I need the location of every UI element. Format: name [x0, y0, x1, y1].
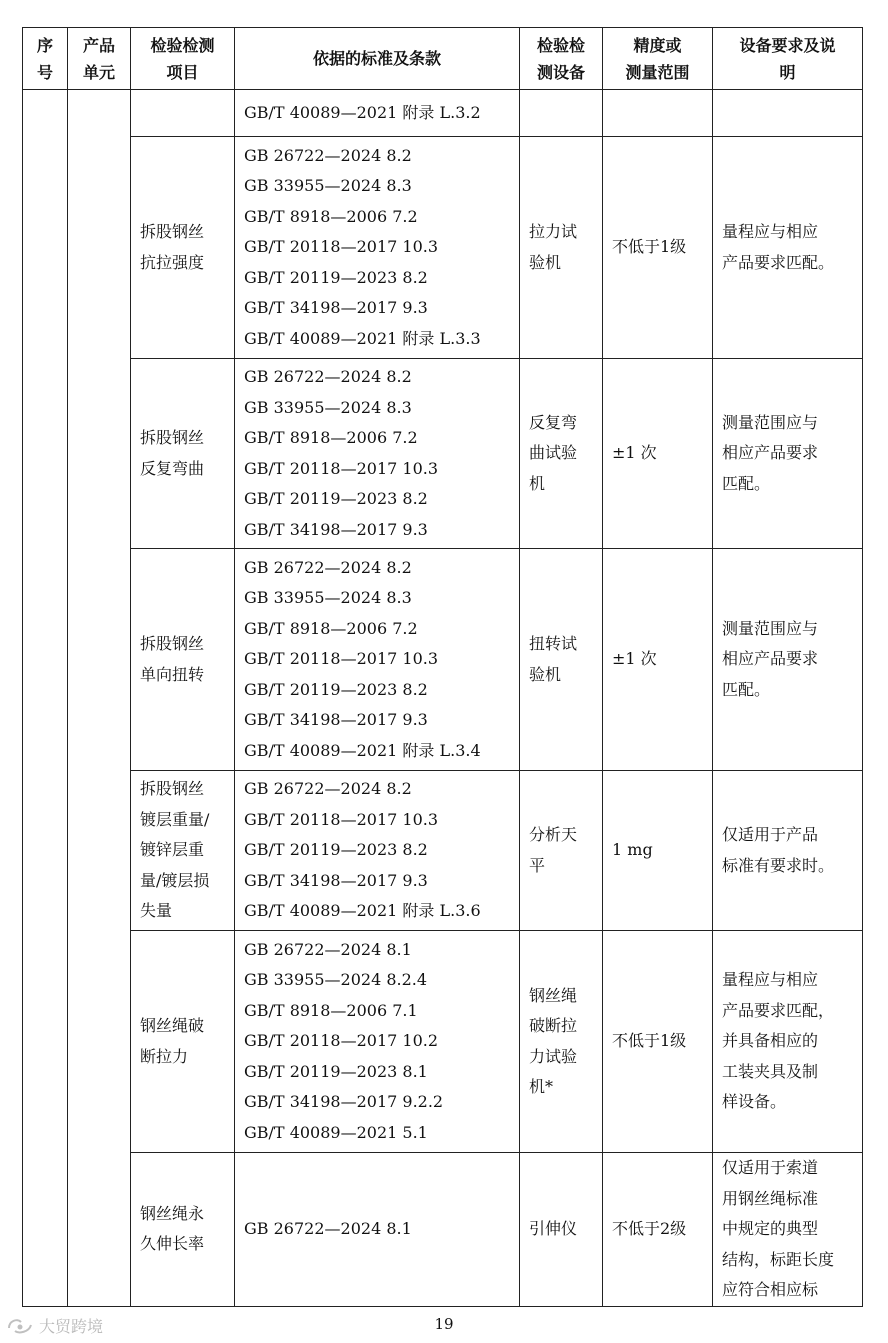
header-row	[23, 28, 863, 90]
watermark-logo-icon	[6, 1316, 34, 1336]
header-seq: 序 号	[23, 28, 68, 90]
precision-cell: ±1 次	[603, 359, 713, 549]
standard-cell: GB 26722—2024 8.1 GB 33955—2024 8.2.4 GB/T 8918—2006 7.1 GB/T 20118—2017 10.2 GB/T 20119—2023 8.1 GB/T 34198—2017 9.2.2 GB/T 40089—2021 5.1	[235, 931, 520, 1153]
requirement-cell: 量程应与相应 产品要求匹配。	[713, 137, 863, 359]
table-row	[23, 1153, 863, 1307]
item-cell	[131, 90, 235, 137]
watermark	[6, 1314, 103, 1337]
item-cell: 拆股钢丝 反复弯曲	[131, 359, 235, 549]
header-standard: 依据的标准及条款	[235, 28, 520, 90]
device-cell: 扭转试 验机	[520, 549, 603, 771]
standard-cell: GB 26722—2024 8.2 GB 33955—2024 8.3 GB/T 8918—2006 7.2 GB/T 20118—2017 10.3 GB/T 20119—2023 8.2 GB/T 34198—2017 9.3	[235, 359, 520, 549]
table-row	[23, 771, 863, 931]
header-item: 检验检测 项目	[131, 28, 235, 90]
table-row	[23, 549, 863, 771]
device-cell: 反复弯 曲试验 机	[520, 359, 603, 549]
device-cell: 拉力试 验机	[520, 137, 603, 359]
requirement-cell: 仅适用于产品 标准有要求时。	[713, 771, 863, 931]
precision-cell: 不低于1级	[603, 137, 713, 359]
header-unit: 产品 单元	[68, 28, 131, 90]
item-cell: 钢丝绳永 久伸长率	[131, 1153, 235, 1307]
device-cell: 分析天 平	[520, 771, 603, 931]
header-requirement: 设备要求及说 明	[713, 28, 863, 90]
requirement-cell: 量程应与相应 产品要求匹配， 并具备相应的 工装夹具及制 样设备。	[713, 931, 863, 1153]
item-cell: 拆股钢丝 抗拉强度	[131, 137, 235, 359]
precision-cell: 1 mg	[603, 771, 713, 931]
unit-cell	[68, 90, 131, 1307]
header-precision: 精度或 测量范围	[603, 28, 713, 90]
standard-cell: GB 26722—2024 8.1	[235, 1153, 520, 1307]
page-number: 19	[434, 1315, 454, 1333]
item-cell: 钢丝绳破 断拉力	[131, 931, 235, 1153]
device-cell	[520, 90, 603, 137]
precision-cell: 不低于1级	[603, 931, 713, 1153]
table-row	[23, 137, 863, 359]
table-row	[23, 359, 863, 549]
device-cell: 钢丝绳 破断拉 力试验 机*	[520, 931, 603, 1153]
precision-cell	[603, 90, 713, 137]
watermark-text: 大贸跨境	[39, 1317, 104, 1336]
device-cell: 引伸仪	[520, 1153, 603, 1307]
spec-table	[22, 27, 863, 1307]
precision-cell: ±1 次	[603, 549, 713, 771]
seq-cell	[23, 90, 68, 1307]
requirement-cell: 仅适用于索道 用钢丝绳标准 中规定的典型 结构，标距长度 应符合相应标	[713, 1153, 863, 1307]
requirement-cell	[713, 90, 863, 137]
item-cell: 拆股钢丝 单向扭转	[131, 549, 235, 771]
table-row	[23, 90, 863, 137]
header-device: 检验检 测设备	[520, 28, 603, 90]
standard-cell: GB 26722—2024 8.2 GB 33955—2024 8.3 GB/T 8918—2006 7.2 GB/T 20118—2017 10.3 GB/T 20119—2023 8.2 GB/T 34198—2017 9.3 GB/T 40089—2021 附录 L.3.3	[235, 137, 520, 359]
standard-cell: GB/T 40089—2021 附录 L.3.2	[235, 90, 520, 137]
requirement-cell: 测量范围应与 相应产品要求 匹配。	[713, 549, 863, 771]
standard-cell: GB 26722—2024 8.2 GB/T 20118—2017 10.3 GB/T 20119—2023 8.2 GB/T 34198—2017 9.3 GB/T 40089—2021 附录 L.3.6	[235, 771, 520, 931]
item-cell: 拆股钢丝 镀层重量/ 镀锌层重 量/镀层损 失量	[131, 771, 235, 931]
standard-cell: GB 26722—2024 8.2 GB 33955—2024 8.3 GB/T 8918—2006 7.2 GB/T 20118—2017 10.3 GB/T 20119—2023 8.2 GB/T 34198—2017 9.3 GB/T 40089—2021 附录 L.3.4	[235, 549, 520, 771]
table-row	[23, 931, 863, 1153]
requirement-cell: 测量范围应与 相应产品要求 匹配。	[713, 359, 863, 549]
precision-cell: 不低于2级	[603, 1153, 713, 1307]
